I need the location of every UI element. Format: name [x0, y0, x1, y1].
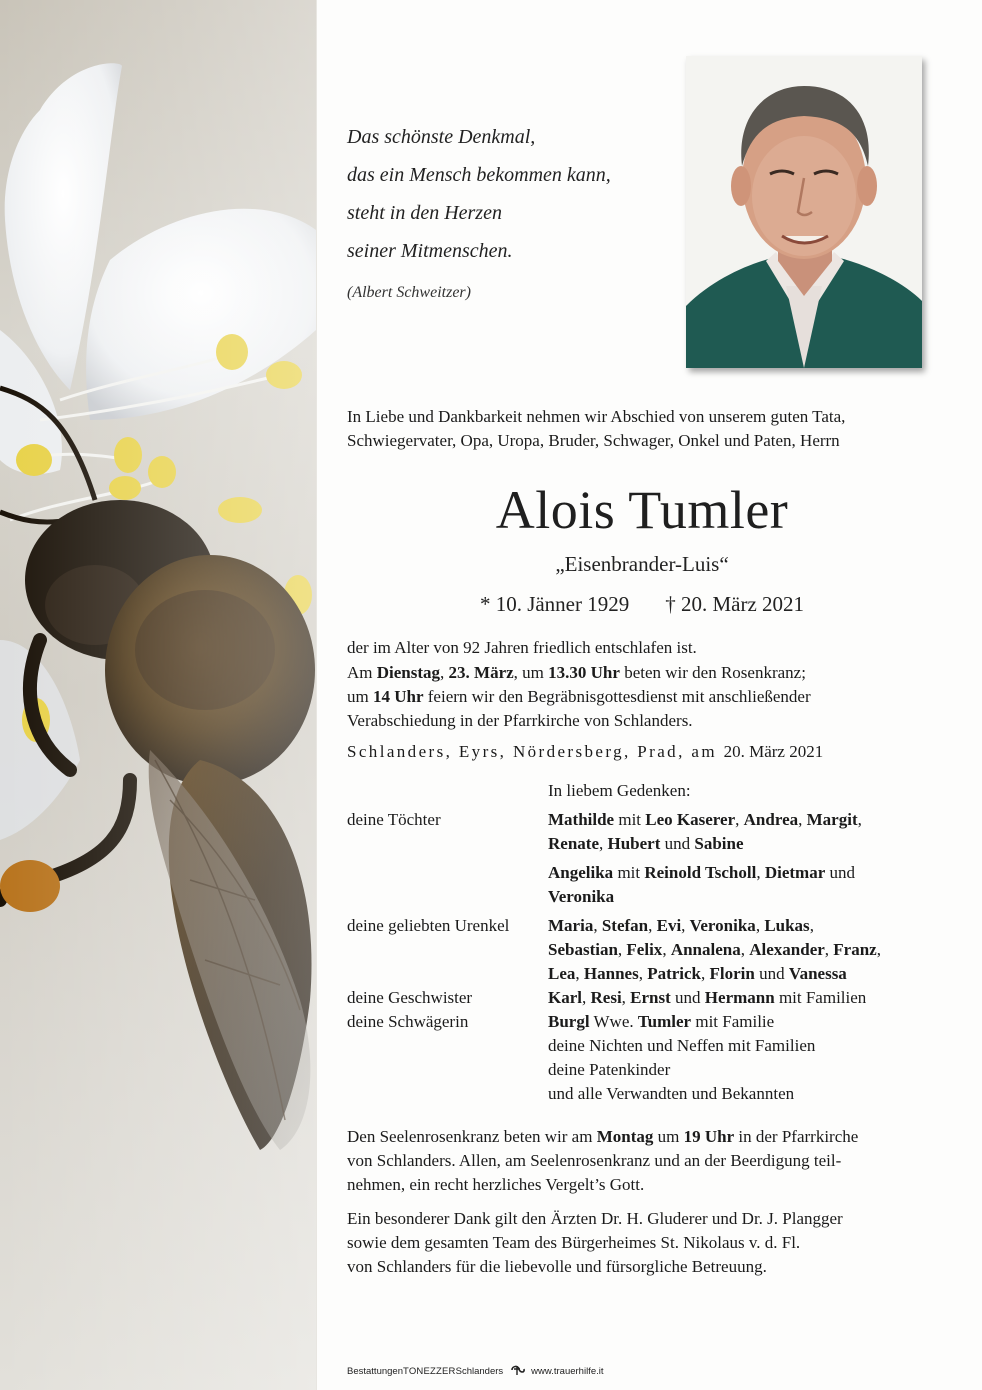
name: Veronika	[689, 916, 756, 935]
thanks-line: Ein besonderer Dank gilt den Ärzten Dr. H. Gluderer und Dr. J. Plangger	[347, 1209, 843, 1228]
text: ,	[598, 834, 608, 853]
name: Patrick	[647, 964, 702, 983]
rosary-weekday: Montag	[596, 1127, 654, 1146]
name: Sebastian	[548, 940, 618, 959]
text: ,	[681, 916, 690, 935]
funeral-time: 14 Uhr	[372, 687, 424, 706]
text: feiern wir den Begräbnisgottesdienst mit anschließender	[423, 687, 811, 706]
name: Renate	[548, 834, 599, 853]
life-dates	[347, 592, 937, 617]
text: ,	[575, 964, 584, 983]
name: Hannes	[583, 964, 639, 983]
text: und	[660, 834, 695, 853]
quote-line: das ein Mensch bekommen kann,	[347, 164, 611, 186]
quote-line: Das schönste Denkmal,	[347, 126, 536, 148]
text: , um	[513, 663, 549, 682]
name: Dietmar	[764, 863, 826, 882]
text: und	[670, 988, 705, 1007]
intro-line: In Liebe und Dankbarkeit nehmen wir Abschied von unserem guten Tata,	[347, 407, 846, 426]
text: ,	[638, 964, 648, 983]
text: um	[653, 1127, 684, 1146]
intro-text	[347, 405, 937, 453]
name: Ernst	[630, 988, 671, 1007]
text: und	[754, 964, 789, 983]
name: Lea	[548, 964, 576, 983]
flower-bee-photo	[0, 0, 316, 1390]
footer-url[interactable]: www.trauerhilfe.it	[531, 1366, 604, 1377]
name: Hubert	[607, 834, 661, 853]
name: Angelika	[548, 863, 614, 882]
mourner-group-inlaws	[347, 1010, 947, 1106]
service-line-2	[347, 685, 937, 709]
quote-line: seiner Mitmenschen.	[347, 240, 513, 262]
text: mit Familie	[691, 1012, 775, 1031]
name: Leo Kaserer	[645, 810, 736, 829]
text: ,	[621, 988, 631, 1007]
name: Resi	[590, 988, 622, 1007]
rosary-time: 13.30 Uhr	[548, 663, 620, 682]
text: Den Seelenrosenkranz beten wir am	[347, 1127, 597, 1146]
mourner-group-siblings	[347, 986, 947, 1010]
place-towns: Schlanders, Eyrs, Nördersberg, Prad, am	[347, 742, 724, 761]
footer-suffix: Schlanders	[455, 1366, 504, 1377]
thanks-line: sowie dem gesamten Team des Bürgerheimes St. Nikolaus v. d. Fl.	[347, 1233, 801, 1252]
text: ,	[582, 988, 591, 1007]
rosary-line: von Schlanders. Allen, am Seelenrosenkranz und an der Beerdigung teil-	[347, 1151, 842, 1170]
rosary-hour: 19 Uhr	[683, 1127, 735, 1146]
name: Mathilde	[548, 810, 615, 829]
text: ,	[440, 663, 449, 682]
rosary-line: nehmen, ein recht herzliches Vergelt’s Gott.	[347, 1175, 645, 1194]
name: Tumler	[637, 1012, 692, 1031]
rosary-day: Dienstag	[376, 663, 441, 682]
name: Franz	[833, 940, 877, 959]
portrait-illustration	[686, 56, 922, 368]
text: beten wir den Rosenkranz;	[619, 663, 806, 682]
text: Am	[347, 663, 377, 682]
quote-line: steht in den Herzen	[347, 202, 502, 224]
name: Alexander	[749, 940, 825, 959]
text: ,	[617, 940, 627, 959]
text: ,	[824, 940, 834, 959]
mourner-role: deine Töchter	[347, 810, 441, 829]
text: um	[347, 687, 373, 706]
footer	[347, 1364, 604, 1379]
name: Reinold Tscholl	[644, 863, 757, 882]
text: ,	[735, 810, 744, 829]
mourner-role: deine Schwägerin	[347, 1012, 469, 1031]
text: mit	[614, 810, 646, 829]
text: ,	[701, 964, 710, 983]
bee-on-flower-illustration	[0, 0, 316, 1390]
name: Karl	[548, 988, 582, 1007]
name: Lukas	[764, 916, 810, 935]
text: ,	[648, 916, 657, 935]
text: ,	[755, 916, 765, 935]
text: ,	[756, 863, 765, 882]
death-date: † 20. März 2021	[665, 592, 805, 616]
text: ,	[593, 916, 602, 935]
other-mourners: und alle Verwandten und Bekannten	[548, 1084, 795, 1103]
other-mourners: deine Nichten und Neffen mit Familien	[548, 1036, 816, 1055]
text: und	[825, 863, 855, 882]
text: ,	[662, 940, 671, 959]
name: Evi	[656, 916, 682, 935]
name: Andrea	[743, 810, 799, 829]
rosary-date: 23. März	[448, 663, 514, 682]
name: Veronika	[548, 887, 615, 906]
mourners-heading: In liebem Gedenken:	[548, 781, 691, 800]
quote-author: (Albert Schweitzer)	[347, 284, 471, 301]
trauerhilfe-logo-icon	[510, 1364, 526, 1379]
name: Annalena	[670, 940, 741, 959]
text: in der Pfarrkirche	[734, 1127, 859, 1146]
intro-line: Schwiegervater, Opa, Uropa, Bruder, Schwager, Onkel und Paten, Herrn	[347, 431, 840, 450]
name: Felix	[626, 940, 663, 959]
service-info	[347, 661, 937, 733]
mourner-group-great-grandchildren	[347, 914, 947, 986]
name: Hermann	[704, 988, 775, 1007]
place-date: 20. März 2021	[723, 742, 824, 761]
name: Sabine	[694, 834, 744, 853]
memorial-quote	[347, 118, 611, 270]
mourner-role: deine Geschwister	[347, 988, 473, 1007]
name: Florin	[709, 964, 755, 983]
text: ,	[798, 810, 807, 829]
mourner-group-daughters	[347, 808, 947, 909]
service-line-3: Verabschiedung in der Pfarrkirche von Schlanders.	[347, 711, 693, 730]
birth-date: * 10. Jänner 1929	[479, 592, 630, 616]
place-date-line	[347, 740, 937, 764]
rosary-info	[347, 1125, 937, 1197]
deceased-name: Alois Tumler	[495, 480, 789, 540]
name: Stefan	[601, 916, 649, 935]
name: Burgl	[548, 1012, 590, 1031]
text: ,	[740, 940, 750, 959]
mourners-list	[347, 779, 947, 1106]
service-line-1	[347, 661, 937, 685]
other-mourners: deine Patenkinder	[548, 1060, 671, 1079]
text: mit Familien	[774, 988, 867, 1007]
thanks-line: von Schlanders für die liebevolle und fürsorgliche Betreuung.	[347, 1257, 767, 1276]
name: Margit	[806, 810, 858, 829]
panel-divider	[316, 0, 317, 1390]
text: Wwe.	[589, 1012, 638, 1031]
mourner-role: deine geliebten Urenkel	[347, 916, 510, 935]
name: Vanessa	[788, 964, 847, 983]
thanks-text	[347, 1207, 937, 1279]
text: mit	[613, 863, 645, 882]
name: Maria	[548, 916, 594, 935]
age-line: der im Alter von 92 Jahren friedlich entschlafen ist.	[347, 638, 697, 657]
footer-brand: TONEZZER	[403, 1366, 456, 1377]
text: ,	[809, 916, 814, 935]
footer-prefix: Bestattungen	[347, 1366, 403, 1377]
deceased-nickname: „Eisenbrander-Luis“	[555, 552, 729, 576]
text: ,	[876, 940, 881, 959]
deceased-portrait	[686, 56, 922, 368]
text: ,	[857, 810, 862, 829]
